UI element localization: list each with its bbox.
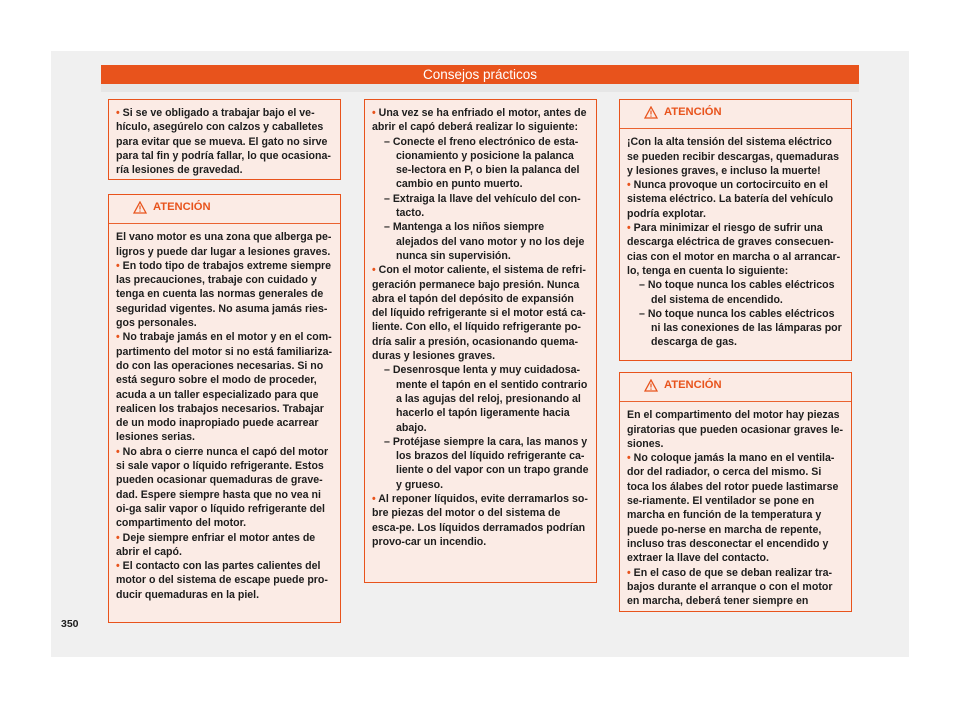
- warning-divider: [109, 223, 340, 224]
- warning-dash-item: – Mantenga a los niños siempre alejados del vano motor y no los deje nunca sin supervisión.: [384, 221, 585, 262]
- warning-bullet: • Nunca provoque un cortocircuito en el sistema eléctrico. La batería del vehículo podría explotar.: [627, 179, 834, 220]
- header-divider: [101, 84, 859, 92]
- warning-divider: [620, 128, 851, 129]
- warning-bullet: • Deje siempre enfriar el motor antes de abrir el capó.: [116, 531, 316, 558]
- warning-bullet: • No coloque jamás la mano en el ventila-dor del radiador, o cerca del mismo. Si toca los álabes del rotor puede lastimarse se-riamente. El ventilador se pone en marcha en función de la temperatura y puede po-nerse en marcha de repente, incluso tras desconectar el encendido y extraer la llave del contacto.: [627, 452, 839, 565]
- warning-dash-item: – No toque nunca los cables eléctricos ni las conexiones de las lámparas por descarga de gas.: [639, 307, 842, 349]
- warning-box-engine-bay: [108, 194, 341, 623]
- warning-bullet: • En todo tipo de trabajos extreme siempre las precauciones, trabaje con cuidado y tenga en cuenta las normas generales de seguridad vigentes. No asuma jamás ries-gos personales.: [116, 259, 332, 330]
- warning-bullet: • En el caso de que se deban realizar tra-bajos durante el arranque o con el motor en marcha, deberá tener siempre en: [627, 566, 833, 608]
- warning-text: ¡Con la alta tensión del sistema eléctrico se pueden recibir descargas, quemaduras y lesiones graves, e incluso la muerte!: [627, 136, 839, 177]
- intro-box: [108, 99, 341, 180]
- continued-warning-box: [364, 99, 597, 583]
- warning-bullet: • No abra o cierre nunca el capó del motor si sale vapor o líquido refrigerante. Estos pueden ocasionar quemaduras de grave-dad. Espere siempre hasta que no vea ni oi-ga salir vapor o líquido refrigerante del compartimento del motor.: [116, 445, 329, 530]
- warning-title: ATENCIÓN: [153, 201, 211, 213]
- warning-dash-item: – No toque nunca los cables eléctricos del sistema de encendido.: [639, 279, 835, 306]
- warning-bullet: • Al reponer líquidos, evite derramarlos so-bre piezas del motor o del sistema de esca-pe. Los líquidos derramados podrían provo-car un incendio.: [372, 493, 588, 548]
- warning-bullet: • Para minimizar el riesgo de sufrir una descarga eléctrica de graves consecuen-cias con el motor en marcha o al arrancar-lo, tenga en cuenta lo siguiente:: [627, 222, 841, 277]
- warning-title: ATENCIÓN: [664, 106, 722, 118]
- warning-header: [116, 198, 333, 223]
- warning-text: El vano motor es una zona que alberga pe-ligros y puede dar lugar a lesiones graves.: [116, 231, 332, 258]
- warning-bullet: • No trabaje jamás en el motor y en el com-partimento del motor si no está familiariza-do con las operaciones necesarias. Si no está seguro sobre el modo de proceder, acuda a un taller especializado para que realicen los trabajos necesarios. Trabajar de un modo inapropiado puede acarrear lesiones serias.: [116, 331, 333, 444]
- warning-dash-item: – Desenrosque lenta y muy cuidadosa-mente el tapón en el sentido contrario a las agujas del reloj, presionando al hacerlo el tapón ligeramente hacia abajo.: [384, 364, 588, 434]
- warning-bullet: • El contacto con las partes calientes del motor o del sistema de escape puede pro-ducir quemaduras en la piel.: [116, 560, 328, 601]
- warning-header: [627, 376, 844, 401]
- warning-box-rotating-parts: [619, 372, 852, 612]
- warning-triangle-icon: [133, 201, 147, 214]
- warning-bullet: • Con el motor caliente, el sistema de refri-geración permanece bajo presión. Nunca abra el tapón del depósito de expansión del líquido refrigerante si el motor está ca-liente. Con ello, el líquido refrigerante po-dría salir a presión, ocasionando quema-duras y lesiones graves.: [372, 264, 586, 363]
- intro-paragraph: • Si se ve obligado a trabajar bajo el ve-hículo, asegúrelo con calzos y caballetes para evitar que se mueva. El gato no sirve para tal fin y podría fallar, lo que ocasiona-ría lesiones de gravedad.: [116, 107, 331, 177]
- warning-dash-item: – Protéjase siempre la cara, las manos y los brazos del líquido refrigerante ca-liente o del vapor con un trapo grande y grueso.: [384, 435, 589, 491]
- warning-dash-item: – Conecte el freno electrónico de esta-cionamiento y posicione la palanca se-lectora en P, o bien la palanca del cambio en punto muerto.: [384, 135, 580, 191]
- column-2: [364, 99, 597, 583]
- warning-header: [627, 103, 844, 128]
- warning-text: En el compartimento del motor hay piezas giratorias que pueden ocasionar graves le-siones.: [627, 409, 844, 450]
- column-1: [108, 99, 341, 623]
- page-number: 350: [61, 618, 79, 630]
- warning-dash-item: – Extraiga la llave del vehículo del con-tacto.: [384, 192, 581, 220]
- column-3: [619, 99, 852, 612]
- warning-divider: [620, 401, 851, 402]
- warning-triangle-icon: [644, 106, 658, 119]
- warning-box-high-voltage: [619, 99, 852, 361]
- warning-triangle-icon: [644, 379, 658, 392]
- warning-bullet: • Una vez se ha enfriado el motor, antes de abrir el capó deberá realizar lo siguiente:: [372, 107, 587, 134]
- section-header: Consejos prácticos: [101, 65, 859, 84]
- warning-title: ATENCIÓN: [664, 379, 722, 391]
